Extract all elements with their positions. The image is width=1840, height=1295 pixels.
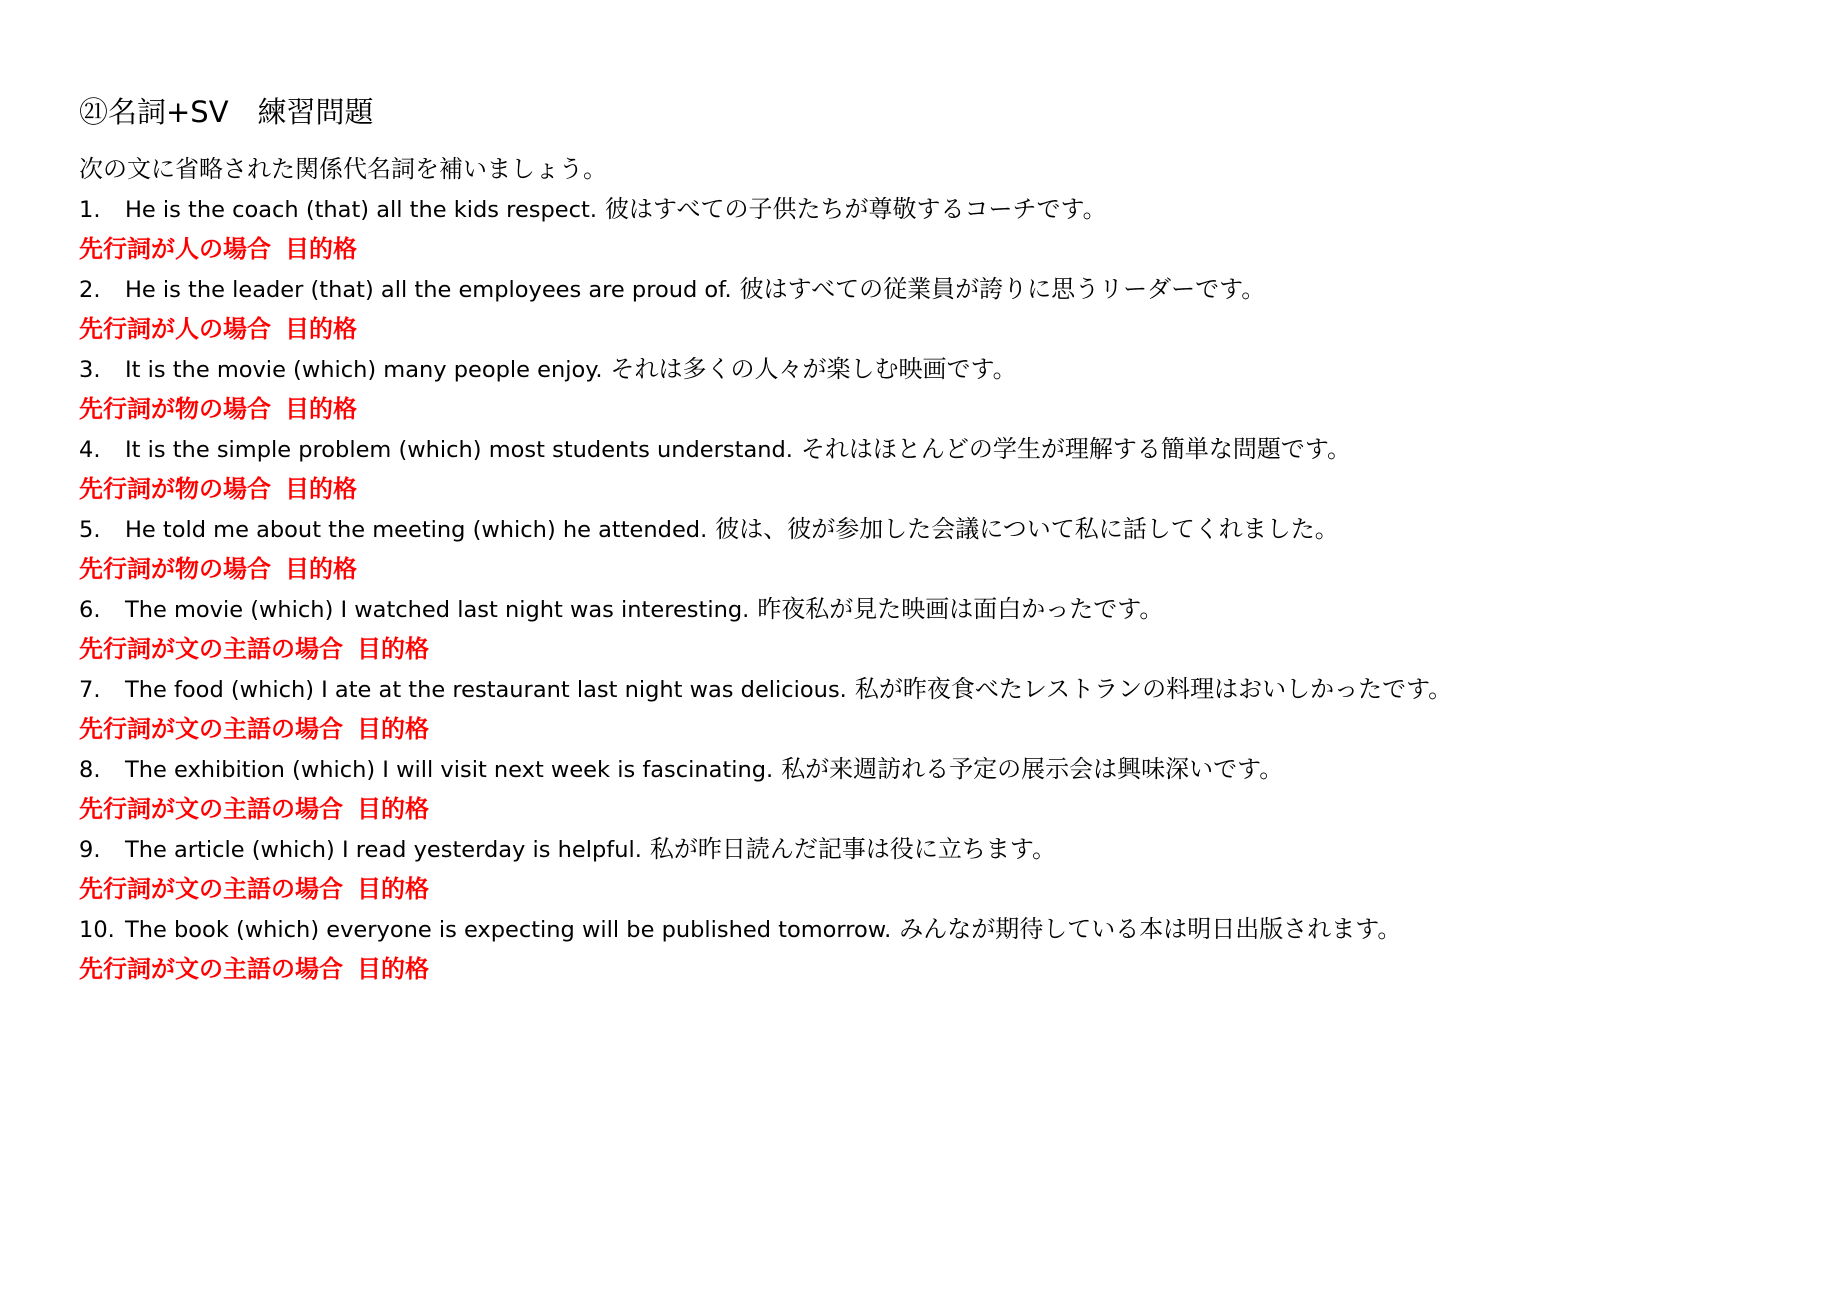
- item-japanese: 私が昨日読んだ記事は役に立ちます。: [649, 835, 1056, 863]
- answer-antecedent: 先行詞が文の主語の場合: [79, 635, 343, 663]
- item-number: 7.: [79, 677, 101, 703]
- item-english: He is the leader (that) all the employees are proud of.: [125, 277, 732, 303]
- exercise-item-8: [79, 749, 1779, 789]
- answer-3: [79, 389, 1779, 429]
- item-number: 9.: [79, 837, 101, 863]
- worksheet-page: [79, 92, 1779, 989]
- answer-8: [79, 789, 1779, 829]
- exercise-list: [79, 189, 1779, 989]
- answer-antecedent: 先行詞が人の場合: [79, 235, 271, 263]
- answer-9: [79, 869, 1779, 909]
- answer-case: 目的格: [357, 875, 429, 903]
- answer-4: [79, 469, 1779, 509]
- item-number: 2.: [79, 277, 101, 303]
- item-number: 8.: [79, 757, 101, 783]
- exercise-item-7: [79, 669, 1779, 709]
- item-english: It is the simple problem (which) most students understand.: [125, 437, 793, 463]
- item-english: The movie (which) I watched last night was interesting.: [125, 597, 750, 623]
- answer-7: [79, 709, 1779, 749]
- item-english: The food (which) I ate at the restaurant last night was delicious.: [125, 677, 847, 703]
- answer-10: [79, 949, 1779, 989]
- item-number: 6.: [79, 597, 101, 623]
- answer-case: 目的格: [285, 475, 357, 503]
- answer-antecedent: 先行詞が文の主語の場合: [79, 875, 343, 903]
- instruction-text: 次の文に省略された関係代名詞を補いましょう。: [79, 155, 607, 183]
- answer-case: 目的格: [357, 715, 429, 743]
- item-japanese: 彼はすべての従業員が誇りに思うリーダーです。: [739, 275, 1266, 303]
- answer-antecedent: 先行詞が文の主語の場合: [79, 715, 343, 743]
- exercise-item-3: [79, 349, 1779, 389]
- item-number: 10.: [79, 917, 115, 943]
- item-japanese: 私が来週訪れる予定の展示会は興味深いです。: [781, 755, 1284, 783]
- item-japanese: それは多くの人々が楽しむ映画です。: [610, 355, 1017, 383]
- item-number: 4.: [79, 437, 101, 463]
- item-english: He told me about the meeting (which) he attended.: [125, 517, 708, 543]
- item-number: 3.: [79, 357, 101, 383]
- answer-antecedent: 先行詞が文の主語の場合: [79, 955, 343, 983]
- item-english: It is the movie (which) many people enjoy.: [125, 357, 603, 383]
- answer-antecedent: 先行詞が人の場合: [79, 315, 271, 343]
- exercise-item-1: [79, 189, 1779, 229]
- answer-case: 目的格: [357, 795, 429, 823]
- answer-antecedent: 先行詞が物の場合: [79, 555, 271, 583]
- answer-case: 目的格: [285, 235, 357, 263]
- item-japanese: 私が昨夜食べたレストランの料理はおいしかったです。: [854, 675, 1453, 703]
- item-english: The book (which) everyone is expecting will be published tomorrow.: [125, 917, 892, 943]
- answer-antecedent: 先行詞が文の主語の場合: [79, 795, 343, 823]
- answer-case: 目的格: [357, 955, 429, 983]
- item-number: 5.: [79, 517, 101, 543]
- answer-6: [79, 629, 1779, 669]
- answer-case: 目的格: [285, 555, 357, 583]
- answer-2: [79, 309, 1779, 349]
- exercise-item-4: [79, 429, 1779, 469]
- answer-antecedent: 先行詞が物の場合: [79, 395, 271, 423]
- item-number: 1.: [79, 197, 101, 223]
- answer-1: [79, 229, 1779, 269]
- exercise-item-9: [79, 829, 1779, 869]
- exercise-item-2: [79, 269, 1779, 309]
- answer-case: 目的格: [285, 395, 357, 423]
- answer-case: 目的格: [357, 635, 429, 663]
- item-japanese: みんなが期待している本は明日出版されます。: [899, 915, 1402, 943]
- answer-5: [79, 549, 1779, 589]
- item-japanese: 昨夜私が見た映画は面白かったです。: [757, 595, 1164, 623]
- item-english: He is the coach (that) all the kids respect.: [125, 197, 597, 223]
- item-japanese: それはほとんどの学生が理解する簡単な問題です。: [800, 435, 1352, 463]
- page-title: ㉑名詞+SV 練習問題: [79, 95, 374, 129]
- item-english: The exhibition (which) I will visit next week is fascinating.: [125, 757, 774, 783]
- answer-case: 目的格: [285, 315, 357, 343]
- item-japanese: 彼はすべての子供たちが尊敬するコーチです。: [604, 195, 1107, 223]
- exercise-item-5: [79, 509, 1779, 549]
- exercise-item-6: [79, 589, 1779, 629]
- answer-antecedent: 先行詞が物の場合: [79, 475, 271, 503]
- item-english: The article (which) I read yesterday is helpful.: [125, 837, 642, 863]
- exercise-item-10: [79, 909, 1779, 949]
- item-japanese: 彼は、彼が参加した会議について私に話してくれました。: [715, 515, 1339, 543]
